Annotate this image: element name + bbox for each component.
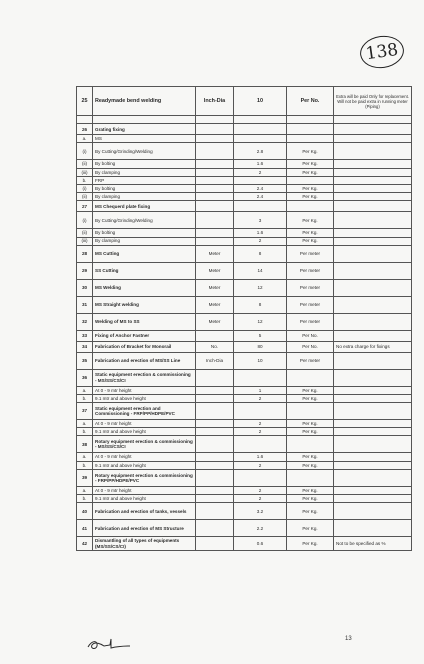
- cell-no: 30: [77, 279, 93, 296]
- cell-remark: [334, 453, 412, 461]
- cell-remark: [334, 469, 412, 486]
- cell-no: 34: [77, 341, 93, 352]
- cell-desc: [93, 116, 196, 124]
- cell-unit: [196, 394, 234, 402]
- cell-per: Per Kg.: [287, 453, 334, 461]
- cell-desc: Fabrication and erection of MS/SS Line: [93, 352, 196, 369]
- cell-desc: MS Straight welding: [93, 296, 196, 313]
- cell-unit: [196, 143, 234, 160]
- cell-remark: [334, 386, 412, 394]
- table-row: [77, 386, 412, 394]
- cell-rate: 2: [234, 168, 287, 176]
- table-row: [77, 403, 412, 420]
- cell-remark: [334, 160, 412, 168]
- cell-remark: [334, 313, 412, 330]
- cell-remark: [334, 143, 412, 160]
- cell-unit: [196, 537, 234, 551]
- cell-unit: [196, 436, 234, 453]
- cell-desc: By Cutting/Grinding/Welding: [93, 143, 196, 160]
- cell-no: [77, 116, 93, 124]
- cell-unit: [196, 486, 234, 494]
- cell-unit: Meter: [196, 313, 234, 330]
- cell-per: Per Kg.: [287, 394, 334, 402]
- cell-no: 26: [77, 124, 93, 135]
- cell-desc: By bolting: [93, 229, 196, 237]
- cell-unit: [196, 330, 234, 341]
- cell-per: Per Kg.: [287, 537, 334, 551]
- cell-rate: 10: [234, 87, 287, 116]
- cell-no: 39: [77, 469, 93, 486]
- cell-remark: [334, 394, 412, 402]
- cell-desc: Dismantling of all types of equipments (MS/SS/CS/CI): [93, 537, 196, 551]
- cell-rate: 1.6: [234, 453, 287, 461]
- cell-desc: At 0 - 9 mtr height: [93, 420, 196, 428]
- table-row: [77, 212, 412, 229]
- table-row: [77, 486, 412, 494]
- cell-desc: 9.1 mtr and above height: [93, 394, 196, 402]
- table-row: [77, 262, 412, 279]
- cell-no: 37: [77, 403, 93, 420]
- cell-per: Per Kg.: [287, 520, 334, 537]
- table-row: [77, 184, 412, 192]
- cell-remark: [334, 503, 412, 520]
- cell-rate: 2: [234, 495, 287, 503]
- cell-no: (i): [77, 184, 93, 192]
- cell-no: 36: [77, 369, 93, 386]
- cell-unit: [196, 503, 234, 520]
- cell-rate: [234, 201, 287, 212]
- cell-rate: 2: [234, 420, 287, 428]
- cell-unit: [196, 168, 234, 176]
- cell-desc: Welding of MS to SS: [93, 313, 196, 330]
- cell-desc: By clamping: [93, 168, 196, 176]
- table-row: [77, 245, 412, 262]
- table-row: [77, 193, 412, 201]
- cell-unit: Meter: [196, 279, 234, 296]
- cell-remark: [334, 262, 412, 279]
- cell-remark: [334, 486, 412, 494]
- cell-no: 31: [77, 296, 93, 313]
- table-row: [77, 313, 412, 330]
- cell-remark: [334, 403, 412, 420]
- cell-per: Per Kg.: [287, 168, 334, 176]
- cell-unit: [196, 176, 234, 184]
- cell-per: Per meter: [287, 352, 334, 369]
- cell-per: [287, 369, 334, 386]
- cell-desc: Fabrication and erection of MS Structure: [93, 520, 196, 537]
- cell-per: Per meter: [287, 313, 334, 330]
- cell-unit: [196, 520, 234, 537]
- cell-unit: Meter: [196, 296, 234, 313]
- cell-unit: [196, 386, 234, 394]
- signature-mark: [86, 636, 132, 652]
- table-row: [77, 394, 412, 402]
- cell-per: [287, 116, 334, 124]
- cell-remark: [334, 237, 412, 245]
- cell-rate: 2.8: [234, 143, 287, 160]
- cell-no: (ii): [77, 229, 93, 237]
- cell-no: 27: [77, 201, 93, 212]
- table-row: [77, 168, 412, 176]
- cell-no: a.: [77, 420, 93, 428]
- cell-desc: By Cutting/Grinding/Welding: [93, 212, 196, 229]
- cell-no: 25: [77, 87, 93, 116]
- cell-desc: By bolting: [93, 160, 196, 168]
- cell-unit: [196, 201, 234, 212]
- cell-unit: No.: [196, 341, 234, 352]
- cell-remark: [334, 461, 412, 469]
- cell-desc: 9.1 mtr and above height: [93, 428, 196, 436]
- cell-rate: 10: [234, 352, 287, 369]
- cell-unit: [196, 229, 234, 237]
- cell-remark: Not to be specified as %: [334, 537, 412, 551]
- table-row: [77, 453, 412, 461]
- cell-per: Per Kg.: [287, 212, 334, 229]
- cell-desc: Fabrication of Bracket for Monorail: [93, 341, 196, 352]
- cell-no: (i): [77, 143, 93, 160]
- cell-no: (i): [77, 212, 93, 229]
- page-number-stamp: 138: [358, 33, 406, 71]
- cell-rate: 2: [234, 486, 287, 494]
- cell-remark: Extra will be paid Only for replacement. Will not be paid extra in running meter (Piping): [334, 87, 412, 116]
- cell-desc: Static equipment erection and Commissioning - FRP/PP/HDPE/PVC: [93, 403, 196, 420]
- table-row: [77, 124, 412, 135]
- table-row: [77, 436, 412, 453]
- cell-desc: By clamping: [93, 193, 196, 201]
- table-row: [77, 201, 412, 212]
- cell-rate: [234, 124, 287, 135]
- table-row: [77, 537, 412, 551]
- cell-unit: Meter: [196, 262, 234, 279]
- rate-table-body: [77, 87, 412, 551]
- cell-rate: 12: [234, 279, 287, 296]
- cell-per: Per meter: [287, 245, 334, 262]
- cell-unit: [196, 160, 234, 168]
- table-row: [77, 296, 412, 313]
- cell-no: b.: [77, 428, 93, 436]
- cell-rate: 2.4: [234, 184, 287, 192]
- cell-remark: No extra charge for fixings: [334, 341, 412, 352]
- cell-desc: MS: [93, 135, 196, 143]
- cell-rate: [234, 176, 287, 184]
- cell-per: [287, 135, 334, 143]
- cell-desc: Fixing of Anchor Fastner: [93, 330, 196, 341]
- cell-remark: [334, 168, 412, 176]
- table-row: [77, 428, 412, 436]
- cell-per: [287, 176, 334, 184]
- cell-per: Per Kg.: [287, 229, 334, 237]
- table-row: [77, 330, 412, 341]
- table-row: [77, 87, 412, 116]
- cell-remark: [334, 212, 412, 229]
- table-row: [77, 279, 412, 296]
- cell-no: 42: [77, 537, 93, 551]
- cell-per: Per Kg.: [287, 461, 334, 469]
- cell-unit: [196, 193, 234, 201]
- cell-per: Per Kg.: [287, 237, 334, 245]
- cell-per: Per meter: [287, 262, 334, 279]
- cell-rate: 1.6: [234, 160, 287, 168]
- cell-per: [287, 201, 334, 212]
- cell-no: (iii): [77, 237, 93, 245]
- cell-per: [287, 403, 334, 420]
- cell-per: Per Kg.: [287, 143, 334, 160]
- cell-desc: Static equipment erection & commissioning - MS/SS/CS/CI: [93, 369, 196, 386]
- cell-per: Per Kg.: [287, 386, 334, 394]
- cell-remark: [334, 428, 412, 436]
- cell-rate: 80: [234, 341, 287, 352]
- cell-no: a.: [77, 486, 93, 494]
- table-row: [77, 352, 412, 369]
- cell-rate: 3: [234, 212, 287, 229]
- cell-rate: 2: [234, 394, 287, 402]
- rate-table: [76, 86, 412, 551]
- cell-remark: [334, 201, 412, 212]
- cell-per: [287, 436, 334, 453]
- cell-desc: MS Welding: [93, 279, 196, 296]
- table-row: [77, 341, 412, 352]
- cell-per: Per meter: [287, 296, 334, 313]
- cell-desc: MS Cutting: [93, 245, 196, 262]
- cell-desc: 9.1 mtr and above height: [93, 461, 196, 469]
- cell-unit: [196, 453, 234, 461]
- table-row: [77, 143, 412, 160]
- table-row: [77, 237, 412, 245]
- cell-no: 32: [77, 313, 93, 330]
- cell-unit: [196, 237, 234, 245]
- cell-remark: [334, 495, 412, 503]
- table-row: [77, 461, 412, 469]
- table-row: [77, 229, 412, 237]
- cell-desc: Grating fixing: [93, 124, 196, 135]
- cell-no: 38: [77, 436, 93, 453]
- cell-per: Per Kg.: [287, 193, 334, 201]
- table-row: [77, 503, 412, 520]
- table-row: [77, 495, 412, 503]
- cell-remark: [334, 436, 412, 453]
- cell-no: 33: [77, 330, 93, 341]
- cell-unit: [196, 184, 234, 192]
- cell-desc: At 0 - 9 mtr height: [93, 486, 196, 494]
- cell-remark: [334, 193, 412, 201]
- cell-rate: 5: [234, 330, 287, 341]
- cell-desc: SS Cutting: [93, 262, 196, 279]
- cell-per: Per No.: [287, 330, 334, 341]
- cell-per: [287, 124, 334, 135]
- cell-unit: [196, 124, 234, 135]
- cell-per: Per No.: [287, 341, 334, 352]
- cell-unit: Inch-Dia: [196, 87, 234, 116]
- cell-no: b.: [77, 495, 93, 503]
- cell-remark: [334, 124, 412, 135]
- cell-no: 35: [77, 352, 93, 369]
- cell-no: 40: [77, 503, 93, 520]
- cell-unit: Meter: [196, 245, 234, 262]
- cell-remark: [334, 369, 412, 386]
- cell-desc: By bolting: [93, 184, 196, 192]
- cell-remark: [334, 330, 412, 341]
- cell-desc: At 0 - 9 mtr height: [93, 453, 196, 461]
- cell-unit: Inch-Dia: [196, 352, 234, 369]
- cell-rate: 0.6: [234, 537, 287, 551]
- cell-no: (iii): [77, 168, 93, 176]
- cell-unit: [196, 403, 234, 420]
- cell-no: (ii): [77, 193, 93, 201]
- cell-unit: [196, 369, 234, 386]
- cell-remark: [334, 116, 412, 124]
- cell-rate: [234, 436, 287, 453]
- table-row: [77, 135, 412, 143]
- cell-unit: [196, 420, 234, 428]
- table-row: [77, 420, 412, 428]
- cell-remark: [334, 296, 412, 313]
- cell-unit: [196, 135, 234, 143]
- cell-rate: 14: [234, 262, 287, 279]
- cell-per: Per Kg.: [287, 420, 334, 428]
- cell-remark: [334, 279, 412, 296]
- cell-no: b.: [77, 176, 93, 184]
- cell-rate: 8: [234, 296, 287, 313]
- cell-rate: 1: [234, 386, 287, 394]
- cell-remark: [334, 184, 412, 192]
- cell-rate: [234, 369, 287, 386]
- cell-rate: 2: [234, 428, 287, 436]
- table-row: [77, 469, 412, 486]
- cell-per: Per Kg.: [287, 503, 334, 520]
- cell-per: [287, 469, 334, 486]
- cell-no: b.: [77, 394, 93, 402]
- cell-per: Per Kg.: [287, 495, 334, 503]
- cell-desc: Rotary equipment erection & commissioning - FRP/PP/HDPE/PVC: [93, 469, 196, 486]
- cell-desc: FRP: [93, 176, 196, 184]
- cell-desc: At 0 - 9 mtr height: [93, 386, 196, 394]
- cell-no: (ii): [77, 160, 93, 168]
- cell-remark: [334, 229, 412, 237]
- cell-unit: [196, 212, 234, 229]
- cell-per: Per meter: [287, 279, 334, 296]
- cell-remark: [334, 520, 412, 537]
- cell-remark: [334, 176, 412, 184]
- cell-rate: 2.4: [234, 193, 287, 201]
- table-row: [77, 520, 412, 537]
- cell-no: b.: [77, 461, 93, 469]
- footer-page-number: 13: [345, 636, 352, 642]
- cell-no: 41: [77, 520, 93, 537]
- cell-no: 28: [77, 245, 93, 262]
- table-row: [77, 176, 412, 184]
- cell-per: Per No.: [287, 87, 334, 116]
- table-row: [77, 116, 412, 124]
- cell-rate: 12: [234, 313, 287, 330]
- cell-unit: [196, 116, 234, 124]
- cell-rate: 1.6: [234, 229, 287, 237]
- cell-rate: [234, 469, 287, 486]
- cell-no: a.: [77, 453, 93, 461]
- cell-unit: [196, 428, 234, 436]
- cell-no: 29: [77, 262, 93, 279]
- cell-desc: Fabrication and erection of tanks, vessels: [93, 503, 196, 520]
- cell-desc: By clamping: [93, 237, 196, 245]
- cell-rate: 3.2: [234, 503, 287, 520]
- cell-desc: Readymade bend welding: [93, 87, 196, 116]
- cell-unit: [196, 495, 234, 503]
- cell-desc: 9.1 mtr and above height: [93, 495, 196, 503]
- cell-remark: [334, 245, 412, 262]
- cell-rate: [234, 135, 287, 143]
- cell-no: a.: [77, 386, 93, 394]
- cell-unit: [196, 461, 234, 469]
- cell-per: Per Kg.: [287, 160, 334, 168]
- table-row: [77, 160, 412, 168]
- cell-rate: [234, 403, 287, 420]
- cell-rate: 2: [234, 461, 287, 469]
- cell-rate: 8: [234, 245, 287, 262]
- cell-rate: 2: [234, 237, 287, 245]
- cell-per: Per Kg.: [287, 428, 334, 436]
- cell-rate: 2.2: [234, 520, 287, 537]
- cell-per: Per Kg.: [287, 184, 334, 192]
- cell-unit: [196, 469, 234, 486]
- cell-remark: [334, 420, 412, 428]
- table-row: [77, 369, 412, 386]
- cell-rate: [234, 116, 287, 124]
- cell-no: a.: [77, 135, 93, 143]
- cell-desc: Rotary equipment erection & commissioning - MS/SS/CS/CI: [93, 436, 196, 453]
- cell-per: Per Kg.: [287, 486, 334, 494]
- cell-remark: [334, 352, 412, 369]
- cell-remark: [334, 135, 412, 143]
- cell-desc: MS Chequerd plate fixing: [93, 201, 196, 212]
